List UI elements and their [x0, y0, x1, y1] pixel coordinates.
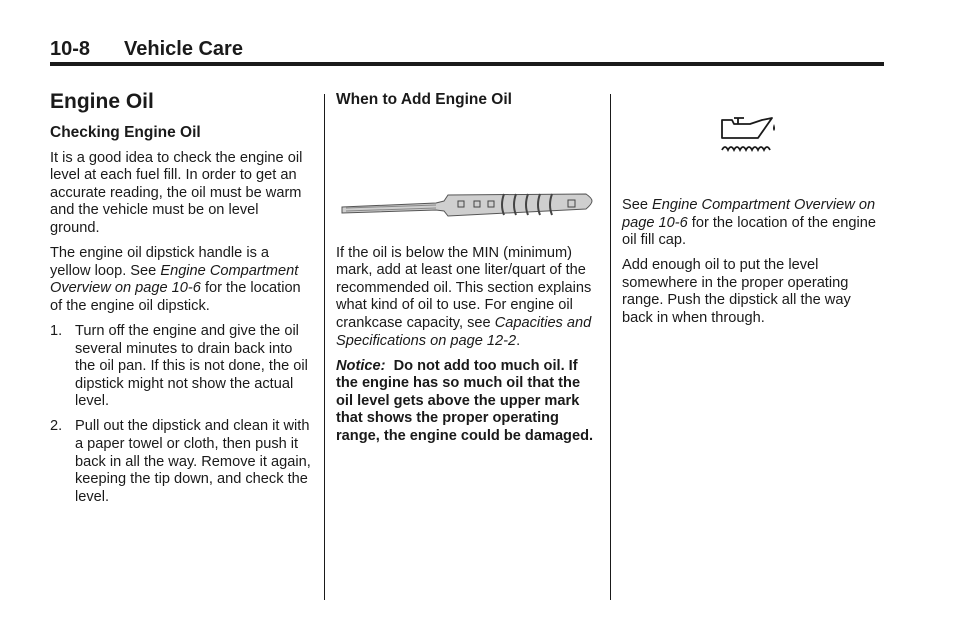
- cross-reference: Engine Compartment Overview on page 10-6: [50, 262, 299, 297]
- left-column: [50, 124, 312, 514]
- page-number: 10-8: [50, 38, 91, 60]
- intro-paragraph: It is a good idea to check the engine oil level at each fuel fill. In order to get an accurate reading, the oil must be warm and the vehicle must be on level ground.: [50, 149, 303, 236]
- list-item: [50, 323, 312, 411]
- step-text: Turn off the engine and give the oil several minutes to drain back into the oil pan. If this is not done, the oil dipstick might not show the actual level.: [75, 322, 308, 410]
- subheading-when-to-add: When to Add Engine Oil: [336, 91, 512, 108]
- notice-label: Notice:: [336, 357, 386, 374]
- page-header: [50, 38, 243, 61]
- middle-column: [336, 91, 598, 453]
- steps-list: [50, 323, 312, 506]
- dipstick-paragraph: The engine oil dipstick handle is a yellow loop. See Engine Compartment Overview on page 10-6 for the location of the engine oil dipstick.: [50, 245, 301, 314]
- section-title: Vehicle Care: [124, 38, 243, 60]
- right-column: [622, 197, 884, 335]
- step-text: Pull out the dipstick and clean it with a paper towel or cloth, then push it back in all the way. Remove it again, keeping the tip down, and check the level.: [75, 418, 311, 505]
- column-divider-right: [610, 94, 611, 600]
- min-mark-paragraph: If the oil is below the MIN (minimum) mark, add at least one liter/quart of the recommended oil. This section explains what kind of oil to use. For engine oil crankcase capacity, see Capacities and Specifications on page 12-2.: [336, 244, 592, 349]
- header-rule: [50, 62, 884, 66]
- cross-reference: Capacities and Specifications on page 12-2: [336, 314, 592, 349]
- column-divider-left: [324, 94, 325, 600]
- list-item: [50, 418, 312, 506]
- section-heading: Engine Oil: [50, 90, 154, 113]
- notice-paragraph: Notice: Do not add too much oil. If the engine has so much oil that the oil level gets above the upper mark that shows the proper operating range, the engine could be damaged.: [336, 357, 594, 445]
- add-oil-paragraph: Add enough oil to put the level somewhere in the proper operating range. Push the dipstick all the way back in when through.: [622, 257, 851, 327]
- oil-can-icon: [718, 114, 778, 158]
- dipstick-illustration: [336, 117, 598, 239]
- subheading-checking: Checking Engine Oil: [50, 124, 201, 141]
- step-number: 2.: [50, 418, 63, 435]
- cross-reference: Engine Compartment Overview on page 10-6: [622, 197, 876, 231]
- fill-cap-paragraph: See Engine Compartment Overview on page 10-6 for the location of the engine oil fill cap.: [622, 197, 876, 249]
- step-number: 1.: [50, 322, 63, 339]
